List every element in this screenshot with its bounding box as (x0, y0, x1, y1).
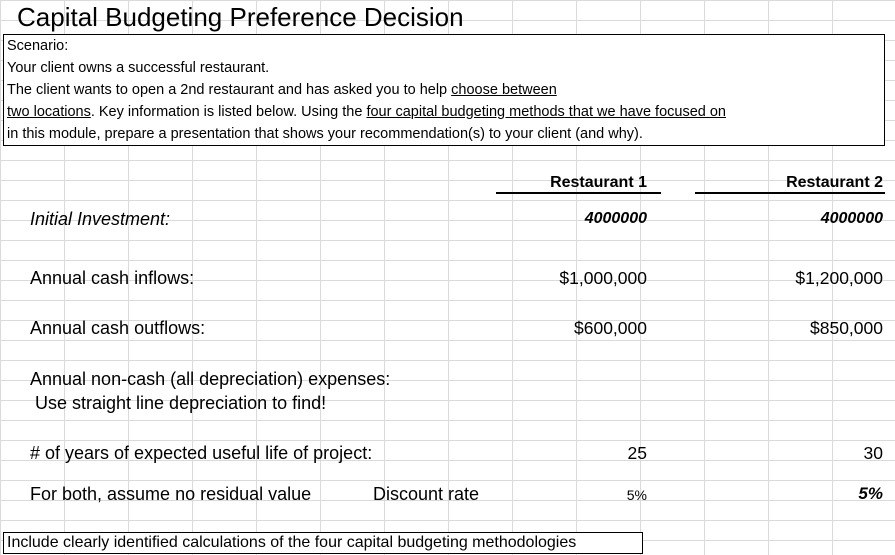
annual-inflows-r1[interactable]: $1,000,000 (559, 268, 647, 288)
initial-investment-label[interactable]: Initial Investment: (30, 209, 171, 229)
scenario-box[interactable] (3, 34, 885, 146)
annual-outflows-label[interactable]: Annual cash outflows: (30, 318, 206, 338)
initial-investment-r1[interactable]: 4000000 (584, 210, 647, 227)
discount-rate-label[interactable]: Discount rate (373, 484, 480, 504)
column-header-restaurant-1[interactable]: Restaurant 1 (550, 174, 647, 191)
useful-life-label[interactable]: # of years of expected useful life of project: (30, 443, 373, 463)
scenario-line-3-underlined-b: four capital budgeting methods that we have focused on (366, 104, 726, 120)
scenario-line-3-text: . Key information is listed below. Using the (90, 104, 367, 120)
residual-value-label[interactable]: For both, assume no residual value (30, 484, 312, 504)
noncash-expenses-label[interactable]: Annual non-cash (all depreciation) expenses: (30, 369, 391, 389)
sheet-title: Capital Budgeting Preference Decision (17, 2, 464, 32)
noncash-expenses-hint[interactable]: Use straight line depreciation to find! (35, 393, 327, 413)
annual-inflows-r2[interactable]: $1,200,000 (795, 268, 883, 288)
scenario-line-3-underlined-a: two locations (7, 104, 91, 120)
scenario-line-2-underlined: choose between (451, 82, 557, 98)
scenario-heading: Scenario: (7, 38, 69, 54)
annual-outflows-r2[interactable]: $850,000 (810, 318, 883, 338)
discount-rate-r2[interactable]: 5% (858, 484, 883, 503)
footer-instruction: Include clearly identified calculations of the four capital budgeting methodologies (7, 534, 577, 551)
annual-inflows-label[interactable]: Annual cash inflows: (30, 268, 195, 288)
scenario-line-4: in this module, prepare a presentation that shows your recommendation(s) to your client (and why). (7, 126, 643, 142)
useful-life-r2[interactable]: 30 (863, 443, 883, 463)
footer-box[interactable] (3, 532, 643, 554)
column-header-underline-1 (496, 192, 661, 194)
initial-investment-r2[interactable]: 4000000 (820, 210, 883, 227)
discount-rate-r1[interactable]: 5% (626, 487, 647, 503)
column-header-underline-2 (695, 192, 885, 194)
annual-outflows-r1[interactable]: $600,000 (574, 318, 647, 338)
useful-life-r1[interactable]: 25 (627, 443, 647, 463)
scenario-line-3 (7, 103, 726, 121)
scenario-line-2 (7, 81, 557, 99)
scenario-line-2-text: The client wants to open a 2nd restaurant and has asked you to help (7, 82, 452, 98)
scenario-line-1: Your client owns a successful restaurant. (7, 60, 270, 76)
column-header-restaurant-2[interactable]: Restaurant 2 (786, 174, 883, 191)
